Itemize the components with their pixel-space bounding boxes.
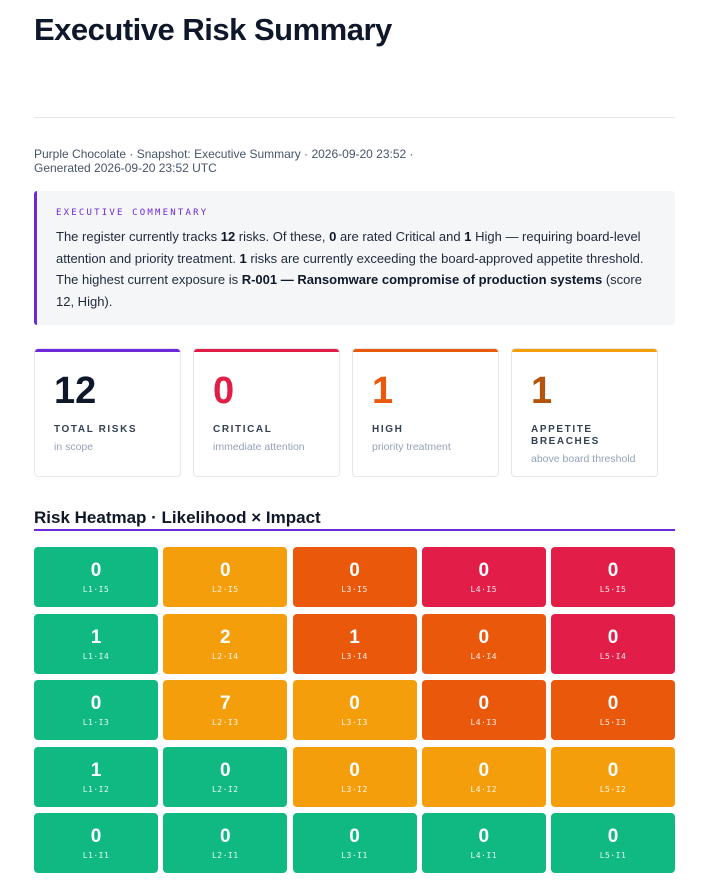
kpi-label: APPETITE BREACHES xyxy=(531,424,600,447)
kpi-value: 0 xyxy=(213,370,235,412)
critical-count: 0 xyxy=(329,229,337,244)
heatmap-divider xyxy=(34,529,675,531)
cell-code: L4·I2 xyxy=(470,784,498,794)
heatmap-cell[interactable] xyxy=(163,747,287,807)
cell-code: L3·I4 xyxy=(341,651,368,661)
cell-code: L4·I4 xyxy=(470,651,498,661)
snapshot-meta: Purple Chocolate · Snapshot: Executive Summary · 2026-09-20 23:52 · Generated 2026-09-20 23:52 UTC xyxy=(34,147,414,175)
heatmap-cell[interactable] xyxy=(422,813,546,873)
heatmap-cell[interactable] xyxy=(551,813,675,873)
heatmap-cell[interactable] xyxy=(551,747,675,807)
cell-count: 1 xyxy=(90,626,102,648)
cell-count: 0 xyxy=(607,693,619,714)
heatmap-cell[interactable] xyxy=(34,747,158,807)
kpi-card-critical[interactable] xyxy=(193,348,340,477)
kpi-value: 12 xyxy=(54,370,97,412)
cell-code: L2·I4 xyxy=(211,651,239,661)
kpi-subtitle: in scope xyxy=(54,441,94,453)
commentary-heading: EXECUTIVE COMMENTARY xyxy=(56,208,209,218)
risk-heatmap xyxy=(34,547,675,873)
cell-code: L5·I5 xyxy=(599,585,627,594)
heatmap-cell[interactable] xyxy=(293,614,417,674)
kpi-card-appetite-breaches[interactable] xyxy=(511,348,658,477)
kpi-accent-bar xyxy=(353,349,498,352)
heatmap-cell[interactable] xyxy=(34,614,158,674)
heatmap-cell[interactable] xyxy=(34,813,158,873)
cell-count: 0 xyxy=(349,693,360,714)
cell-count: 0 xyxy=(90,560,102,581)
cell-count: 0 xyxy=(349,560,360,581)
title-divider xyxy=(34,117,675,118)
cell-count: 0 xyxy=(607,826,619,847)
high-count: 1 xyxy=(464,229,472,244)
top-risk: R-001 — Ransomware compromise of production systems xyxy=(241,272,603,287)
kpi-value: 1 xyxy=(372,370,394,412)
cell-count: 1 xyxy=(349,626,360,648)
kpi-accent-bar xyxy=(512,349,657,352)
cell-code: L3·I1 xyxy=(341,851,368,860)
breach-count: 1 xyxy=(239,250,247,266)
heatmap-cell[interactable] xyxy=(422,547,546,607)
heatmap-cell[interactable] xyxy=(422,614,546,674)
heatmap-cell[interactable] xyxy=(293,747,417,807)
heatmap-cell[interactable] xyxy=(422,747,546,807)
cell-count: 0 xyxy=(478,759,490,781)
heatmap-cell[interactable] xyxy=(551,680,675,740)
cell-count: 0 xyxy=(478,826,490,847)
cell-count: 7 xyxy=(219,693,231,714)
cell-count: 0 xyxy=(478,560,490,581)
cell-count: 0 xyxy=(219,826,231,847)
cell-code: L1·I2 xyxy=(82,784,110,794)
kpi-row xyxy=(34,348,658,477)
kpi-subtitle: above board threshold xyxy=(531,453,636,465)
heatmap-cell[interactable] xyxy=(34,547,158,607)
kpi-accent-bar xyxy=(35,349,180,352)
cell-code: L5·I4 xyxy=(599,651,627,661)
cell-count: 0 xyxy=(607,560,619,581)
cell-count: 0 xyxy=(607,759,619,781)
heatmap-cell[interactable] xyxy=(163,614,287,674)
kpi-subtitle: priority treatment xyxy=(372,441,451,453)
heatmap-cell[interactable] xyxy=(551,547,675,607)
cell-code: L4·I3 xyxy=(470,718,498,727)
heatmap-cell[interactable] xyxy=(551,614,675,674)
cell-code: L3·I2 xyxy=(341,784,368,794)
commentary-text: The register currently tracks 12 risks. Of these, 0 are rated Critical and 1 High — requiring board-level attention and priority treatment. 1 risks are currently exceeding the board-approved appetite threshold. The highest current exposure is R-001 — Ransomware compromise of production systems (score 12, High). xyxy=(56,229,644,309)
cell-code: L4·I5 xyxy=(470,585,498,594)
cell-code: L1·I1 xyxy=(82,851,110,860)
heatmap-cell[interactable] xyxy=(163,680,287,740)
cell-code: L5·I2 xyxy=(599,784,627,794)
heatmap-cell[interactable] xyxy=(163,547,287,607)
executive-commentary xyxy=(34,191,675,325)
cell-count: 0 xyxy=(478,693,490,714)
cell-count: 1 xyxy=(90,759,102,781)
heatmap-cell[interactable] xyxy=(293,813,417,873)
cell-code: L2·I2 xyxy=(211,784,239,794)
page-title: Executive Risk Summary xyxy=(34,12,392,47)
cell-code: L3·I5 xyxy=(341,585,368,594)
cell-count: 0 xyxy=(349,826,360,847)
cell-code: L2·I1 xyxy=(211,851,239,860)
kpi-card-high[interactable] xyxy=(352,348,499,477)
kpi-card-total-risks[interactable] xyxy=(34,348,181,477)
cell-code: L1·I3 xyxy=(82,718,110,727)
kpi-value: 1 xyxy=(531,370,553,412)
cell-count: 0 xyxy=(90,693,102,714)
cell-code: L3·I3 xyxy=(341,718,368,727)
heatmap-title: Risk Heatmap · Likelihood × Impact xyxy=(34,508,321,527)
cell-code: L5·I1 xyxy=(599,851,627,860)
heatmap-cell[interactable] xyxy=(293,680,417,740)
cell-count: 0 xyxy=(607,626,619,648)
heatmap-cell[interactable] xyxy=(163,813,287,873)
cell-code: L2·I5 xyxy=(211,585,239,594)
kpi-subtitle: immediate attention xyxy=(213,441,305,453)
kpi-label: HIGH xyxy=(372,424,404,435)
cell-count: 0 xyxy=(478,626,490,648)
cell-code: L5·I3 xyxy=(599,718,627,727)
cell-count: 0 xyxy=(349,759,360,781)
heatmap-cell[interactable] xyxy=(34,680,158,740)
cell-count: 0 xyxy=(219,759,231,781)
cell-code: L2·I3 xyxy=(211,718,239,727)
cell-code: L4·I1 xyxy=(470,851,498,860)
cell-count: 2 xyxy=(219,626,231,648)
kpi-label: CRITICAL xyxy=(213,424,273,435)
cell-code: L1·I4 xyxy=(82,651,110,661)
total-count: 12 xyxy=(220,229,236,244)
kpi-accent-bar xyxy=(194,349,339,352)
kpi-label: TOTAL RISKS xyxy=(54,424,138,435)
cell-code: L1·I5 xyxy=(82,585,110,594)
heatmap-cell[interactable] xyxy=(422,680,546,740)
heatmap-cell[interactable] xyxy=(293,547,417,607)
cell-count: 0 xyxy=(90,826,102,847)
cell-count: 0 xyxy=(219,560,231,581)
